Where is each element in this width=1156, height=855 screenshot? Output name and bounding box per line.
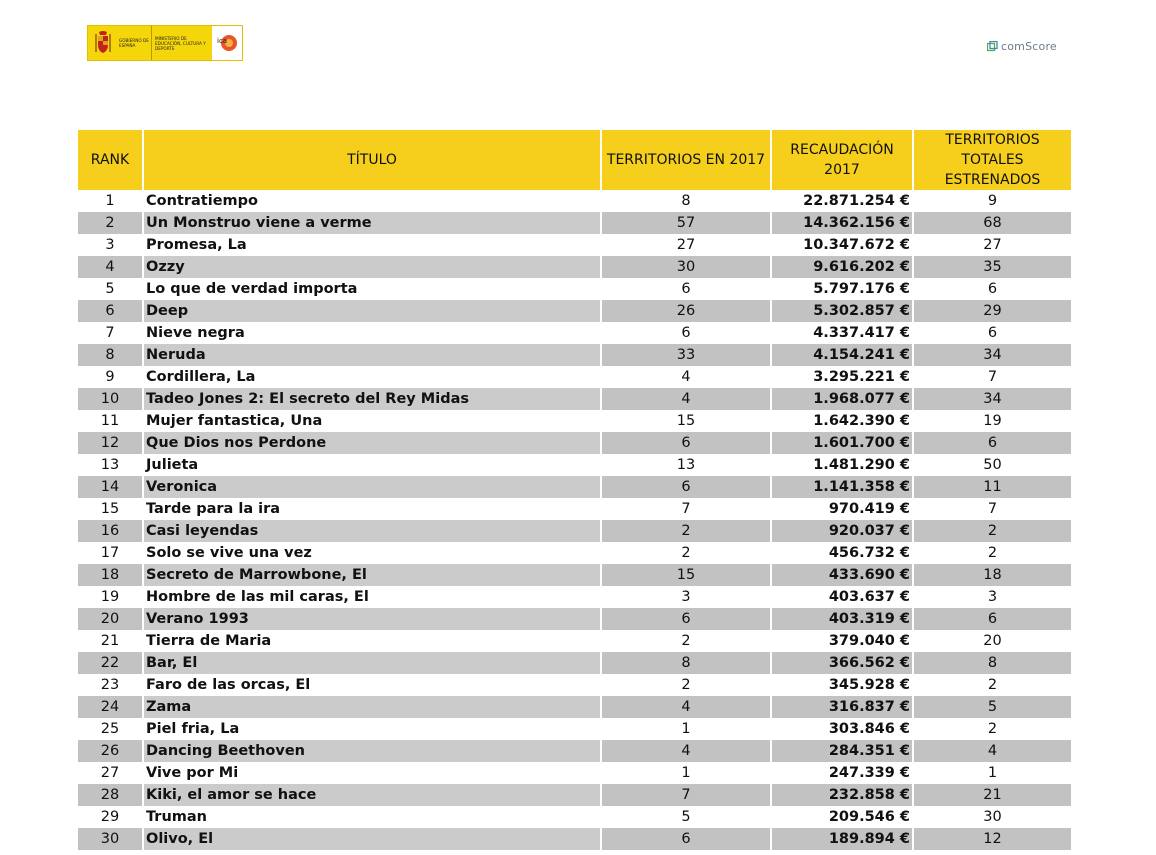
title-cell: Deep	[143, 300, 601, 322]
revenue-2017-cell: 403.319 €	[771, 608, 913, 630]
territories-total-cell: 2	[913, 674, 1071, 696]
government-logo	[87, 25, 243, 61]
revenue-2017-cell: 1.601.700 €	[771, 432, 913, 454]
column-header-revenue-2017: RECAUDACIÓN 2017	[771, 130, 913, 190]
revenue-2017-cell: 5.797.176 €	[771, 278, 913, 300]
territories-total-cell: 9	[913, 190, 1071, 212]
revenue-2017-cell: 209.546 €	[771, 806, 913, 828]
territories-2017-cell: 6	[601, 278, 771, 300]
title-cell: Ozzy	[143, 256, 601, 278]
revenue-2017-cell: 970.419 €	[771, 498, 913, 520]
table-row	[78, 608, 1071, 630]
table-row	[78, 828, 1071, 850]
territories-2017-cell: 6	[601, 608, 771, 630]
title-cell: Que Dios nos Perdone	[143, 432, 601, 454]
territories-total-cell: 29	[913, 300, 1071, 322]
rank-cell: 12	[78, 432, 143, 454]
title-cell: Lo que de verdad importa	[143, 278, 601, 300]
territories-total-cell: 12	[913, 828, 1071, 850]
territories-2017-cell: 8	[601, 652, 771, 674]
table-row	[78, 542, 1071, 564]
rank-cell: 7	[78, 322, 143, 344]
title-cell: Faro de las orcas, El	[143, 674, 601, 696]
title-cell: Dancing Beethoven	[143, 740, 601, 762]
territories-2017-cell: 6	[601, 322, 771, 344]
table-row	[78, 564, 1071, 586]
territories-total-cell: 68	[913, 212, 1071, 234]
table-row	[78, 300, 1071, 322]
revenue-2017-cell: 232.858 €	[771, 784, 913, 806]
column-header-rank: RANK	[78, 130, 143, 190]
title-cell: Secreto de Marrowbone, El	[143, 564, 601, 586]
revenue-2017-cell: 303.846 €	[771, 718, 913, 740]
territories-2017-cell: 2	[601, 520, 771, 542]
table-row	[78, 212, 1071, 234]
title-cell: Mujer fantastica, Una	[143, 410, 601, 432]
revenue-2017-cell: 345.928 €	[771, 674, 913, 696]
table-row	[78, 652, 1071, 674]
rank-cell: 9	[78, 366, 143, 388]
rank-cell: 11	[78, 410, 143, 432]
rank-cell: 26	[78, 740, 143, 762]
revenue-2017-cell: 1.141.358 €	[771, 476, 913, 498]
revenue-2017-cell: 1.968.077 €	[771, 388, 913, 410]
table-row	[78, 388, 1071, 410]
territories-total-cell: 30	[913, 806, 1071, 828]
title-cell: Cordillera, La	[143, 366, 601, 388]
title-cell: Hombre de las mil caras, El	[143, 586, 601, 608]
revenue-2017-cell: 920.037 €	[771, 520, 913, 542]
revenue-2017-cell: 316.837 €	[771, 696, 913, 718]
title-cell: Neruda	[143, 344, 601, 366]
title-cell: Tarde para la ira	[143, 498, 601, 520]
table-row	[78, 498, 1071, 520]
territories-total-cell: 35	[913, 256, 1071, 278]
rank-cell: 15	[78, 498, 143, 520]
comscore-icon	[987, 41, 998, 52]
territories-total-cell: 20	[913, 630, 1071, 652]
territories-2017-cell: 4	[601, 696, 771, 718]
table-row	[78, 586, 1071, 608]
territories-2017-cell: 6	[601, 828, 771, 850]
rank-cell: 3	[78, 234, 143, 256]
table-body	[78, 190, 1071, 850]
rank-cell: 24	[78, 696, 143, 718]
table-row	[78, 476, 1071, 498]
title-cell: Kiki, el amor se hace	[143, 784, 601, 806]
table-row	[78, 322, 1071, 344]
territories-2017-cell: 6	[601, 476, 771, 498]
territories-total-cell: 6	[913, 322, 1071, 344]
ica-label: ica	[217, 37, 228, 45]
title-cell: Bar, El	[143, 652, 601, 674]
territories-total-cell: 11	[913, 476, 1071, 498]
territories-2017-cell: 6	[601, 432, 771, 454]
rank-cell: 2	[78, 212, 143, 234]
territories-total-cell: 6	[913, 278, 1071, 300]
territories-total-cell: 6	[913, 432, 1071, 454]
territories-2017-cell: 15	[601, 410, 771, 432]
revenue-2017-cell: 10.347.672 €	[771, 234, 913, 256]
revenue-2017-cell: 403.637 €	[771, 586, 913, 608]
revenue-2017-cell: 9.616.202 €	[771, 256, 913, 278]
title-cell: Casi leyendas	[143, 520, 601, 542]
comscore-label: comScore	[1001, 39, 1057, 53]
territories-total-cell: 6	[913, 608, 1071, 630]
territories-2017-cell: 4	[601, 740, 771, 762]
title-cell: Tierra de Maria	[143, 630, 601, 652]
table-row	[78, 806, 1071, 828]
title-cell: Julieta	[143, 454, 601, 476]
territories-2017-cell: 57	[601, 212, 771, 234]
revenue-2017-cell: 433.690 €	[771, 564, 913, 586]
table-row	[78, 454, 1071, 476]
rank-cell: 4	[78, 256, 143, 278]
territories-2017-cell: 13	[601, 454, 771, 476]
table-header-row	[78, 130, 1071, 190]
territories-total-cell: 1	[913, 762, 1071, 784]
table-row	[78, 432, 1071, 454]
territories-2017-cell: 33	[601, 344, 771, 366]
territories-2017-cell: 2	[601, 674, 771, 696]
revenue-2017-cell: 189.894 €	[771, 828, 913, 850]
column-header-title: TÍTULO	[143, 130, 601, 190]
rank-cell: 8	[78, 344, 143, 366]
title-cell: Zama	[143, 696, 601, 718]
territories-2017-cell: 5	[601, 806, 771, 828]
title-cell: Un Monstruo viene a verme	[143, 212, 601, 234]
territories-total-cell: 18	[913, 564, 1071, 586]
territories-total-cell: 4	[913, 740, 1071, 762]
title-cell: Contratiempo	[143, 190, 601, 212]
title-cell: Promesa, La	[143, 234, 601, 256]
territories-2017-cell: 3	[601, 586, 771, 608]
comscore-logo	[987, 38, 1057, 54]
territories-total-cell: 34	[913, 388, 1071, 410]
territories-total-cell: 21	[913, 784, 1071, 806]
table-row	[78, 520, 1071, 542]
table-row	[78, 344, 1071, 366]
territories-total-cell: 27	[913, 234, 1071, 256]
table-row	[78, 278, 1071, 300]
rank-cell: 10	[78, 388, 143, 410]
table-row	[78, 366, 1071, 388]
table-row	[78, 784, 1071, 806]
territories-2017-cell: 27	[601, 234, 771, 256]
rank-cell: 18	[78, 564, 143, 586]
title-cell: Nieve negra	[143, 322, 601, 344]
title-cell: Truman	[143, 806, 601, 828]
rank-cell: 23	[78, 674, 143, 696]
table-row	[78, 234, 1071, 256]
ministry-label: MINISTERIO DE EDUCACIÓN, CULTURA Y DEPORTE	[155, 35, 206, 51]
territories-total-cell: 2	[913, 718, 1071, 740]
revenue-2017-cell: 379.040 €	[771, 630, 913, 652]
ranking-table	[78, 130, 1071, 850]
territories-total-cell: 8	[913, 652, 1071, 674]
revenue-2017-cell: 1.642.390 €	[771, 410, 913, 432]
territories-2017-cell: 8	[601, 190, 771, 212]
rank-cell: 14	[78, 476, 143, 498]
rank-cell: 6	[78, 300, 143, 322]
territories-2017-cell: 4	[601, 366, 771, 388]
rank-cell: 28	[78, 784, 143, 806]
territories-2017-cell: 4	[601, 388, 771, 410]
territories-2017-cell: 1	[601, 762, 771, 784]
table-row	[78, 256, 1071, 278]
territories-total-cell: 50	[913, 454, 1071, 476]
revenue-2017-cell: 1.481.290 €	[771, 454, 913, 476]
title-cell: Olivo, El	[143, 828, 601, 850]
territories-2017-cell: 15	[601, 564, 771, 586]
revenue-2017-cell: 366.562 €	[771, 652, 913, 674]
title-cell: Verano 1993	[143, 608, 601, 630]
table-row	[78, 674, 1071, 696]
territories-total-cell: 2	[913, 520, 1071, 542]
territories-2017-cell: 7	[601, 784, 771, 806]
revenue-2017-cell: 4.154.241 €	[771, 344, 913, 366]
territories-total-cell: 3	[913, 586, 1071, 608]
revenue-2017-cell: 22.871.254 €	[771, 190, 913, 212]
table-row	[78, 190, 1071, 212]
rank-cell: 13	[78, 454, 143, 476]
table-row	[78, 740, 1071, 762]
revenue-2017-cell: 284.351 €	[771, 740, 913, 762]
rank-cell: 16	[78, 520, 143, 542]
rank-cell: 17	[78, 542, 143, 564]
title-cell: Vive por Mi	[143, 762, 601, 784]
government-label: GOBIERNO DE ESPAÑA	[118, 26, 152, 60]
rank-cell: 20	[78, 608, 143, 630]
revenue-2017-cell: 4.337.417 €	[771, 322, 913, 344]
title-cell: Piel fria, La	[143, 718, 601, 740]
table-row	[78, 410, 1071, 432]
revenue-2017-cell: 456.732 €	[771, 542, 913, 564]
revenue-2017-cell: 5.302.857 €	[771, 300, 913, 322]
territories-total-cell: 34	[913, 344, 1071, 366]
territories-2017-cell: 2	[601, 542, 771, 564]
territories-2017-cell: 30	[601, 256, 771, 278]
table-row	[78, 718, 1071, 740]
territories-total-cell: 7	[913, 498, 1071, 520]
rank-cell: 25	[78, 718, 143, 740]
title-cell: Veronica	[143, 476, 601, 498]
column-header-territories-total: TERRITORIOS TOTALES ESTRENADOS	[913, 130, 1071, 190]
territories-total-cell: 7	[913, 366, 1071, 388]
title-cell: Solo se vive una vez	[143, 542, 601, 564]
rank-cell: 1	[78, 190, 143, 212]
territories-total-cell: 5	[913, 696, 1071, 718]
rank-cell: 30	[78, 828, 143, 850]
rank-cell: 27	[78, 762, 143, 784]
coat-of-arms-icon	[88, 26, 118, 60]
revenue-2017-cell: 247.339 €	[771, 762, 913, 784]
column-header-territories-2017: TERRITORIOS EN 2017	[601, 130, 771, 190]
rank-cell: 21	[78, 630, 143, 652]
territories-2017-cell: 2	[601, 630, 771, 652]
table-row	[78, 762, 1071, 784]
revenue-2017-cell: 14.362.156 €	[771, 212, 913, 234]
table-row	[78, 696, 1071, 718]
rank-cell: 22	[78, 652, 143, 674]
rank-cell: 5	[78, 278, 143, 300]
table-row	[78, 630, 1071, 652]
rank-cell: 19	[78, 586, 143, 608]
territories-2017-cell: 26	[601, 300, 771, 322]
territories-total-cell: 2	[913, 542, 1071, 564]
territories-2017-cell: 7	[601, 498, 771, 520]
revenue-2017-cell: 3.295.221 €	[771, 366, 913, 388]
title-cell: Tadeo Jones 2: El secreto del Rey Midas	[143, 388, 601, 410]
territories-2017-cell: 1	[601, 718, 771, 740]
territories-total-cell: 19	[913, 410, 1071, 432]
rank-cell: 29	[78, 806, 143, 828]
ica-logo	[212, 26, 242, 60]
